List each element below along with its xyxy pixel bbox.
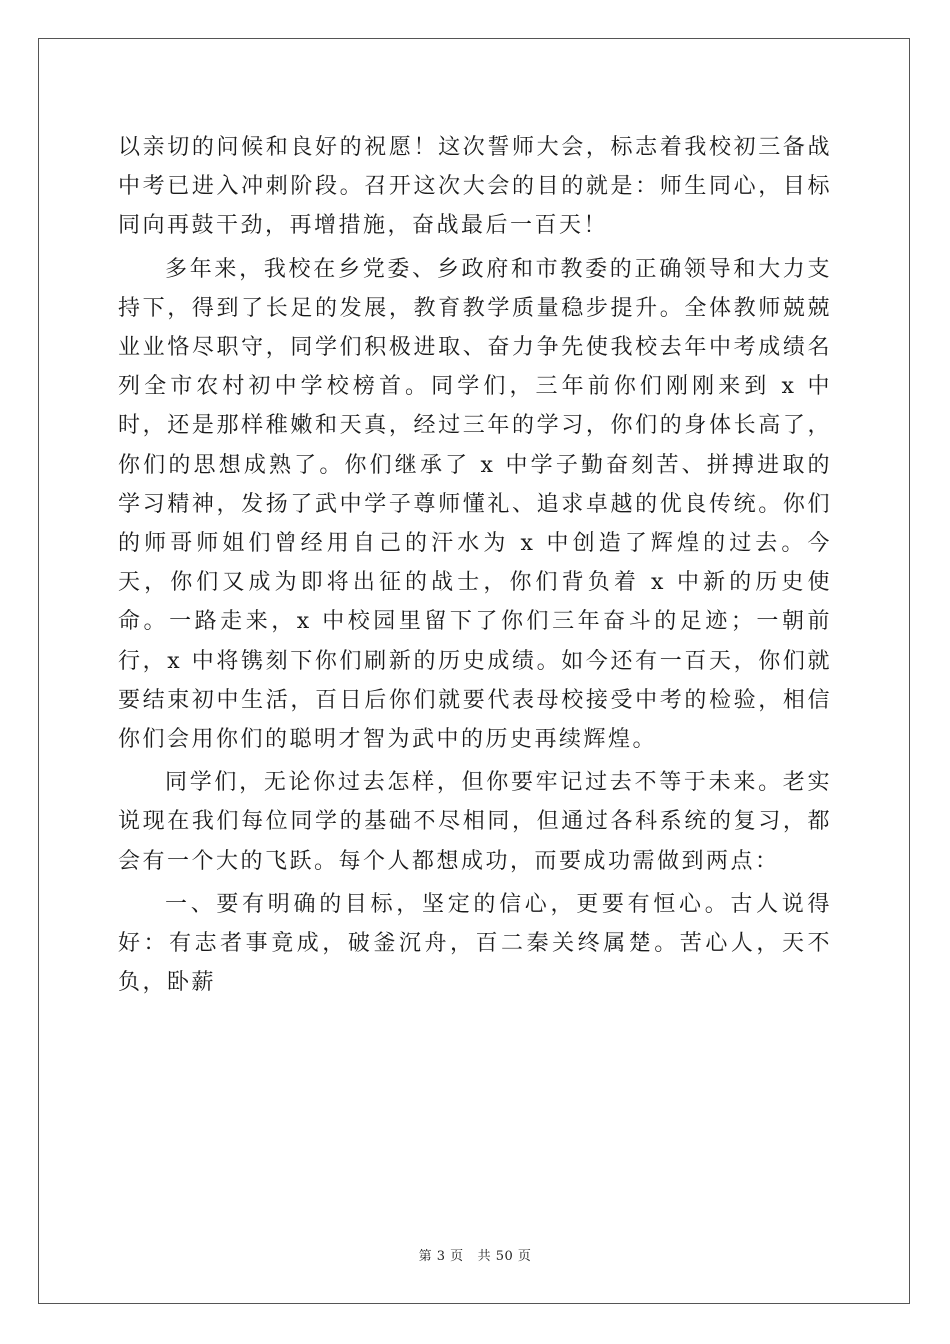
paragraph-1: 以亲切的问候和良好的祝愿！这次誓师大会，标志着我校初三备战中考已进入冲刺阶段。召开这次大会的目的就是：师生同心，目标同向再鼓干劲，再增措施，奋战最后一百天！ (118, 135, 832, 239)
page-footer (0, 1245, 950, 1264)
page-total: 共 50 页 (477, 1249, 532, 1264)
paragraph-2: 多年来，我校在乡党委、乡政府和市教委的正确领导和大力支持下，得到了长足的发展，教育教学质量稳步提升。全体教师兢兢业业恪尽职守，同学们积极进取、奋力争先使我校去年中考成绩名列全市农村初中学校榜首。同学们，三年前你们刚刚来到 x 中时，还是那样稚嫩和天真，经过三年的学习，你们的身体长高了，你们的思想成熟了。你们继承了 x 中学子勤奋刻苦、拼搏进取的学习精神，发扬了武中学子尊师懂礼、追求卓越的优良传统。你们的师哥师姐们曾经用自己的汗水为 x 中创造了辉煌的过去。今天，你们又成为即将出征的战士，你们背负着 x 中新的历史使命。一路走来，x 中校园里留下了你们三年奋斗的足迹；一朝前行，x 中将镌刻下你们刷新的历史成绩。如今还有一百天，你们就要结束初中生活，百日后你们就要代表母校接受中考的检验，相信你们会用你们的聪明才智为武中的历史再续辉煌。 (118, 256, 832, 753)
paragraph-3: 同学们，无论你过去怎样，但你要牢记过去不等于未来。老实说现在我们每位同学的基础不尽相同，但通过各科系统的复习，都会有一个大的飞跃。每个人都想成功，而要成功需做到两点： (118, 770, 832, 874)
paragraph-4: 一、要有明确的目标，坚定的信心，更要有恒心。古人说得好：有志者事竟成，破釜沉舟，百二秦关终属楚。苦心人，天不负，卧薪 (118, 891, 832, 996)
page-number: 第 3 页 (418, 1249, 464, 1264)
document-body (118, 128, 832, 1002)
